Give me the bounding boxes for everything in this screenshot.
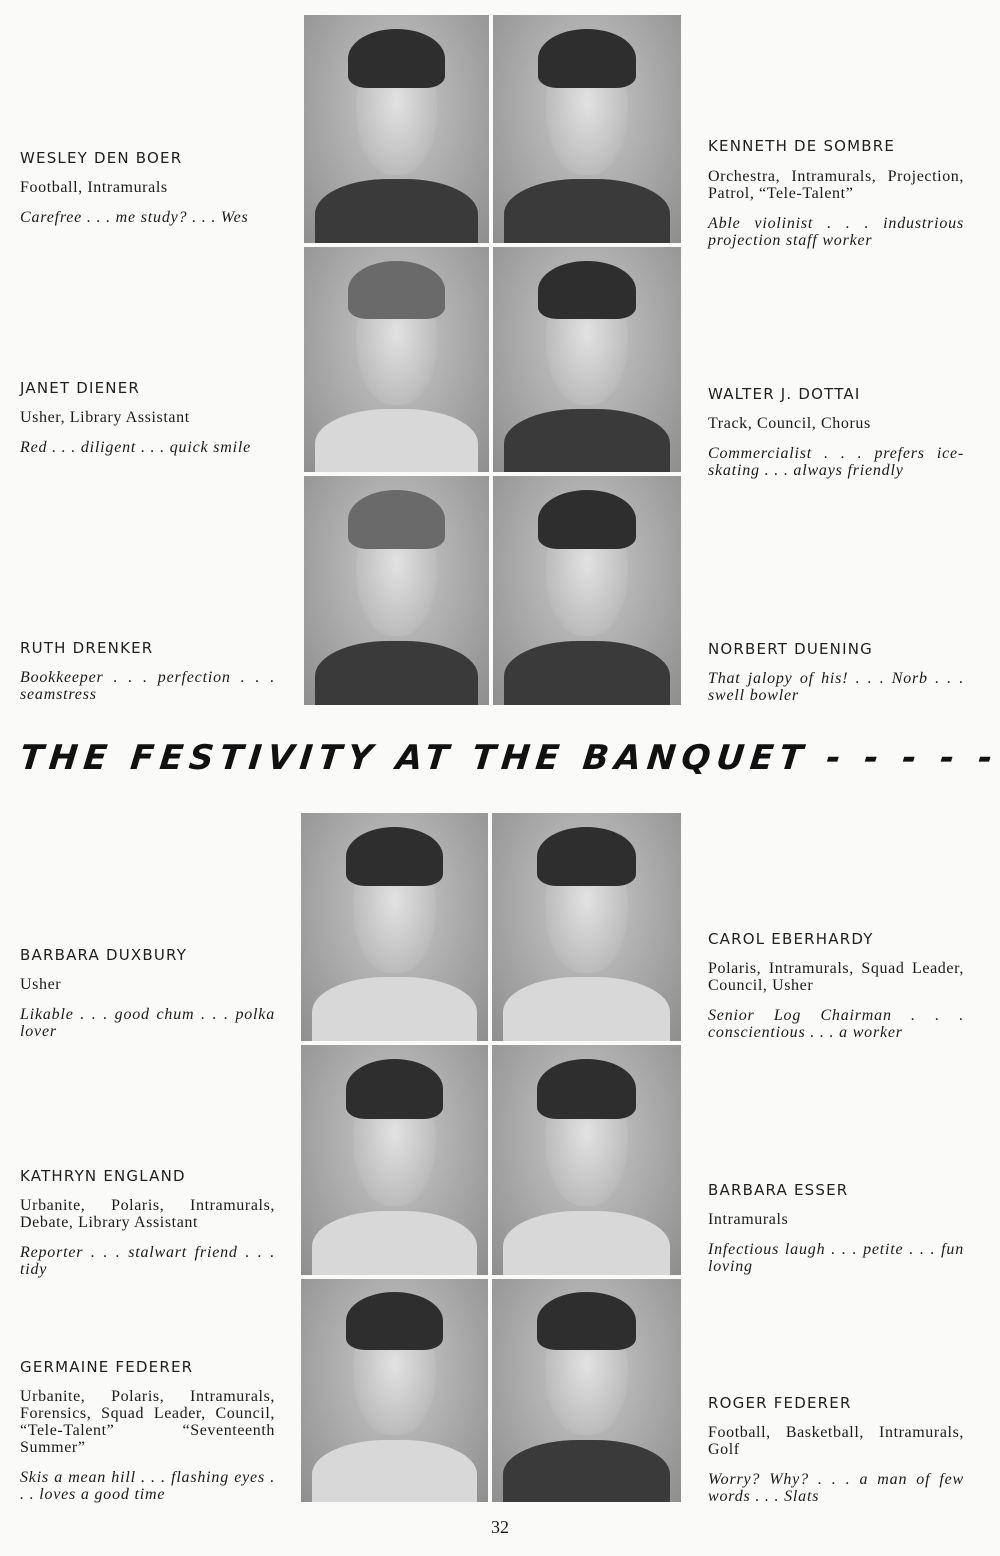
student-quote: Reporter . . . stalwart friend . . . tidy xyxy=(20,1244,275,1278)
student-name: BARBARA ESSER xyxy=(708,1181,849,1199)
portrait-wesley-den-boer xyxy=(304,15,489,243)
portrait-carol-eberhardy xyxy=(492,813,681,1041)
portrait-barbara-esser xyxy=(492,1045,681,1275)
student-activities: Track, Council, Chorus xyxy=(708,415,871,432)
student-name: BARBARA DUXBURY xyxy=(20,946,188,964)
section-banner: THE FESTIVITY AT THE BANQUET - - - - - xyxy=(17,738,1000,778)
student-activities: Intramurals xyxy=(708,1211,789,1228)
student-activities: Usher, Library Assistant xyxy=(20,409,190,426)
page-number: 32 xyxy=(491,1517,509,1537)
portrait-roger-federer xyxy=(492,1279,681,1502)
student-activities: Urbanite, Polaris, Intramurals, Forensics, Squad Leader, Council, “Tele-Talent” “Seventeenth Summer” xyxy=(20,1388,275,1456)
student-name: CAROL EBERHARDY xyxy=(708,930,874,948)
student-name: JANET DIENER xyxy=(20,379,141,397)
portrait-barbara-duxbury xyxy=(301,813,488,1041)
student-activities: Football, Intramurals xyxy=(20,179,168,196)
student-quote: Skis a mean hill . . . flashing eyes . . . loves a good time xyxy=(20,1469,275,1503)
student-activities: Orchestra, Intramurals, Projection, Patrol, “Tele-Talent” xyxy=(708,168,964,202)
student-activities: Usher xyxy=(20,976,62,993)
student-quote: Infectious laugh . . . petite . . . fun loving xyxy=(708,1241,964,1275)
student-quote: That jalopy of his! . . . Norb . . . swell bowler xyxy=(708,670,964,704)
student-activities: Urbanite, Polaris, Intramurals, Debate, Library Assistant xyxy=(20,1197,275,1231)
portrait-kathryn-england xyxy=(301,1045,488,1275)
student-quote: Senior Log Chairman . . . conscientious . . . a worker xyxy=(708,1007,964,1041)
portrait-ruth-drenker xyxy=(304,476,489,705)
student-quote: Bookkeeper . . . perfection . . . seamstress xyxy=(20,669,275,703)
student-quote: Red . . . diligent . . . quick smile xyxy=(20,439,251,456)
student-quote: Worry? Why? . . . a man of few words . . . Slats xyxy=(708,1471,964,1505)
portrait-walter-dottai xyxy=(493,247,681,472)
student-quote: Able violinist . . . industrious projection staff worker xyxy=(708,215,964,249)
student-name: WESLEY DEN BOER xyxy=(20,149,183,167)
student-name: KATHRYN ENGLAND xyxy=(20,1167,186,1185)
student-name: GERMAINE FEDERER xyxy=(20,1358,194,1376)
student-activities: Polaris, Intramurals, Squad Leader, Council, Usher xyxy=(708,960,964,994)
student-quote: Likable . . . good chum . . . polka lover xyxy=(20,1006,275,1040)
portrait-germaine-federer xyxy=(301,1279,488,1502)
student-quote: Commercialist . . . prefers ice-skating . . . always friendly xyxy=(708,445,964,479)
portrait-kenneth-de-sombre xyxy=(493,15,681,243)
student-name: ROGER FEDERER xyxy=(708,1394,852,1412)
student-quote: Carefree . . . me study? . . . Wes xyxy=(20,209,249,226)
student-name: RUTH DRENKER xyxy=(20,639,154,657)
student-name: WALTER J. DOTTAI xyxy=(708,385,861,403)
student-activities: Football, Basketball, Intramurals, Golf xyxy=(708,1424,964,1458)
student-name: NORBERT DUENING xyxy=(708,640,873,658)
portrait-janet-diener xyxy=(304,247,489,472)
portrait-norbert-duening xyxy=(493,476,681,705)
student-name: KENNETH DE SOMBRE xyxy=(708,137,896,155)
